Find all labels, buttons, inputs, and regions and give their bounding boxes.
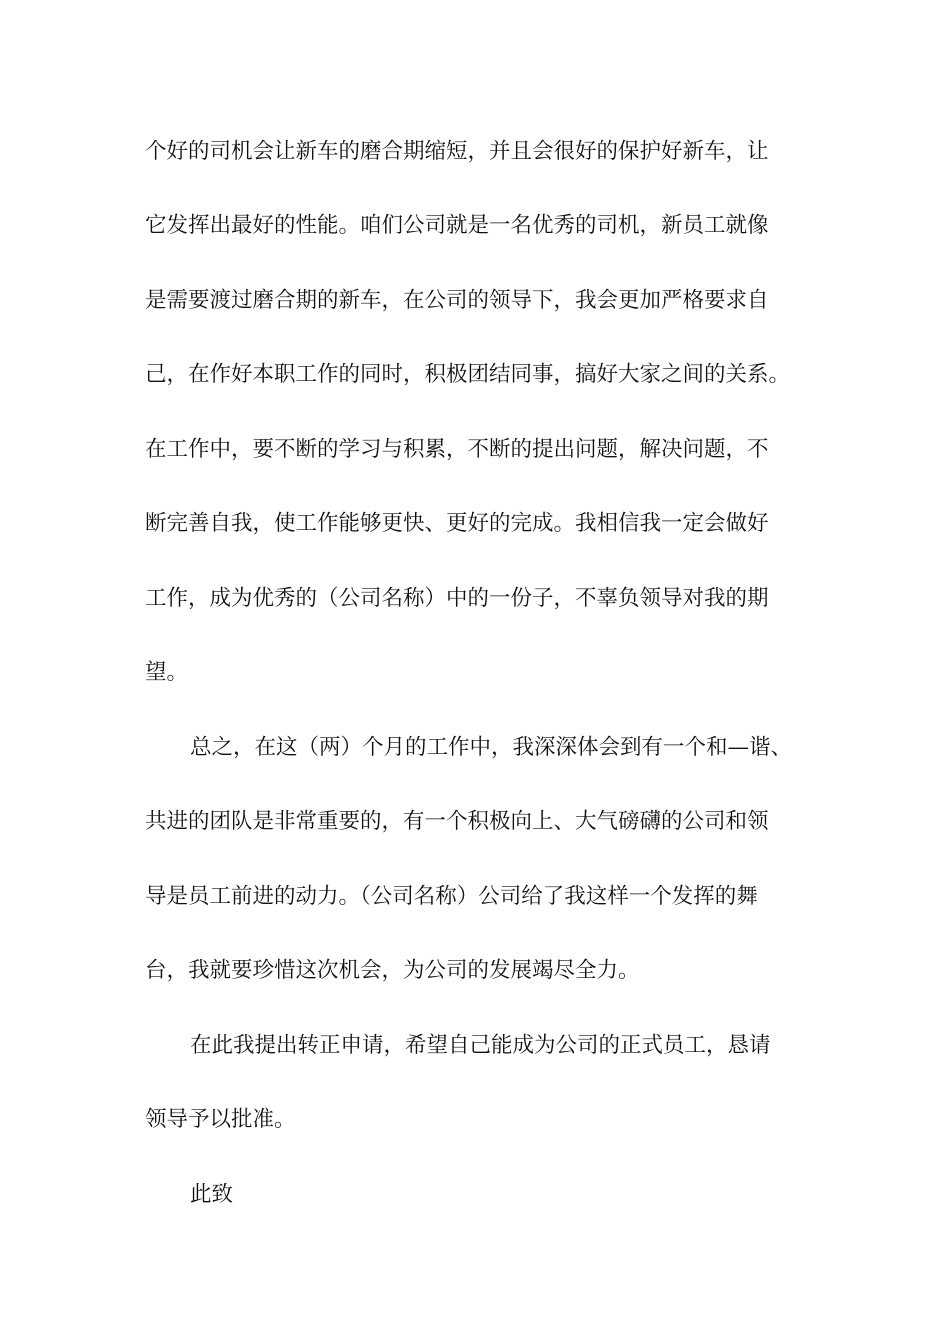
text-line: 台，我就要珍惜这次机会，为公司的发展竭尽全力。 bbox=[145, 958, 640, 983]
closing-salutation: 此致 bbox=[190, 1182, 234, 1207]
text-line: 工作，成为优秀的（公司名称）中的一份子，不辜负领导对我的期 bbox=[145, 586, 769, 611]
text-line: 个好的司机会让新车的磨合期缩短，并且会很好的保护好新车，让 bbox=[145, 139, 769, 164]
text-line: 望。 bbox=[145, 660, 189, 685]
text-line: 己，在作好本职工作的同时，积极团结同事，搞好大家之间的关系。 bbox=[145, 362, 791, 387]
text-line: 断完善自我，使工作能够更快、更好的完成。我相信我一定会做好 bbox=[145, 511, 769, 536]
paragraph-start-line: 总之，在这（两）个月的工作中，我深深体会到有一个和—谐、 bbox=[190, 735, 793, 760]
text-line: 共进的团队是非常重要的，有一个积极向上、大气磅礴的公司和领 bbox=[145, 809, 769, 834]
text-line: 它发挥出最好的性能。咱们公司就是一名优秀的司机，新员工就像 bbox=[145, 213, 769, 238]
text-line: 领导予以批准。 bbox=[145, 1107, 296, 1132]
text-line: 在工作中，要不断的学习与积累，不断的提出问题，解决问题，不 bbox=[145, 437, 769, 462]
paragraph-start-line: 在此我提出转正申请，希望自己能成为公司的正式员工，恳请 bbox=[190, 1033, 771, 1058]
text-line: 导是员工前进的动力。（公司名称）公司给了我这样一个发挥的舞 bbox=[145, 884, 758, 909]
text-line: 是需要渡过磨合期的新车，在公司的领导下，我会更加严格要求自 bbox=[145, 288, 769, 313]
